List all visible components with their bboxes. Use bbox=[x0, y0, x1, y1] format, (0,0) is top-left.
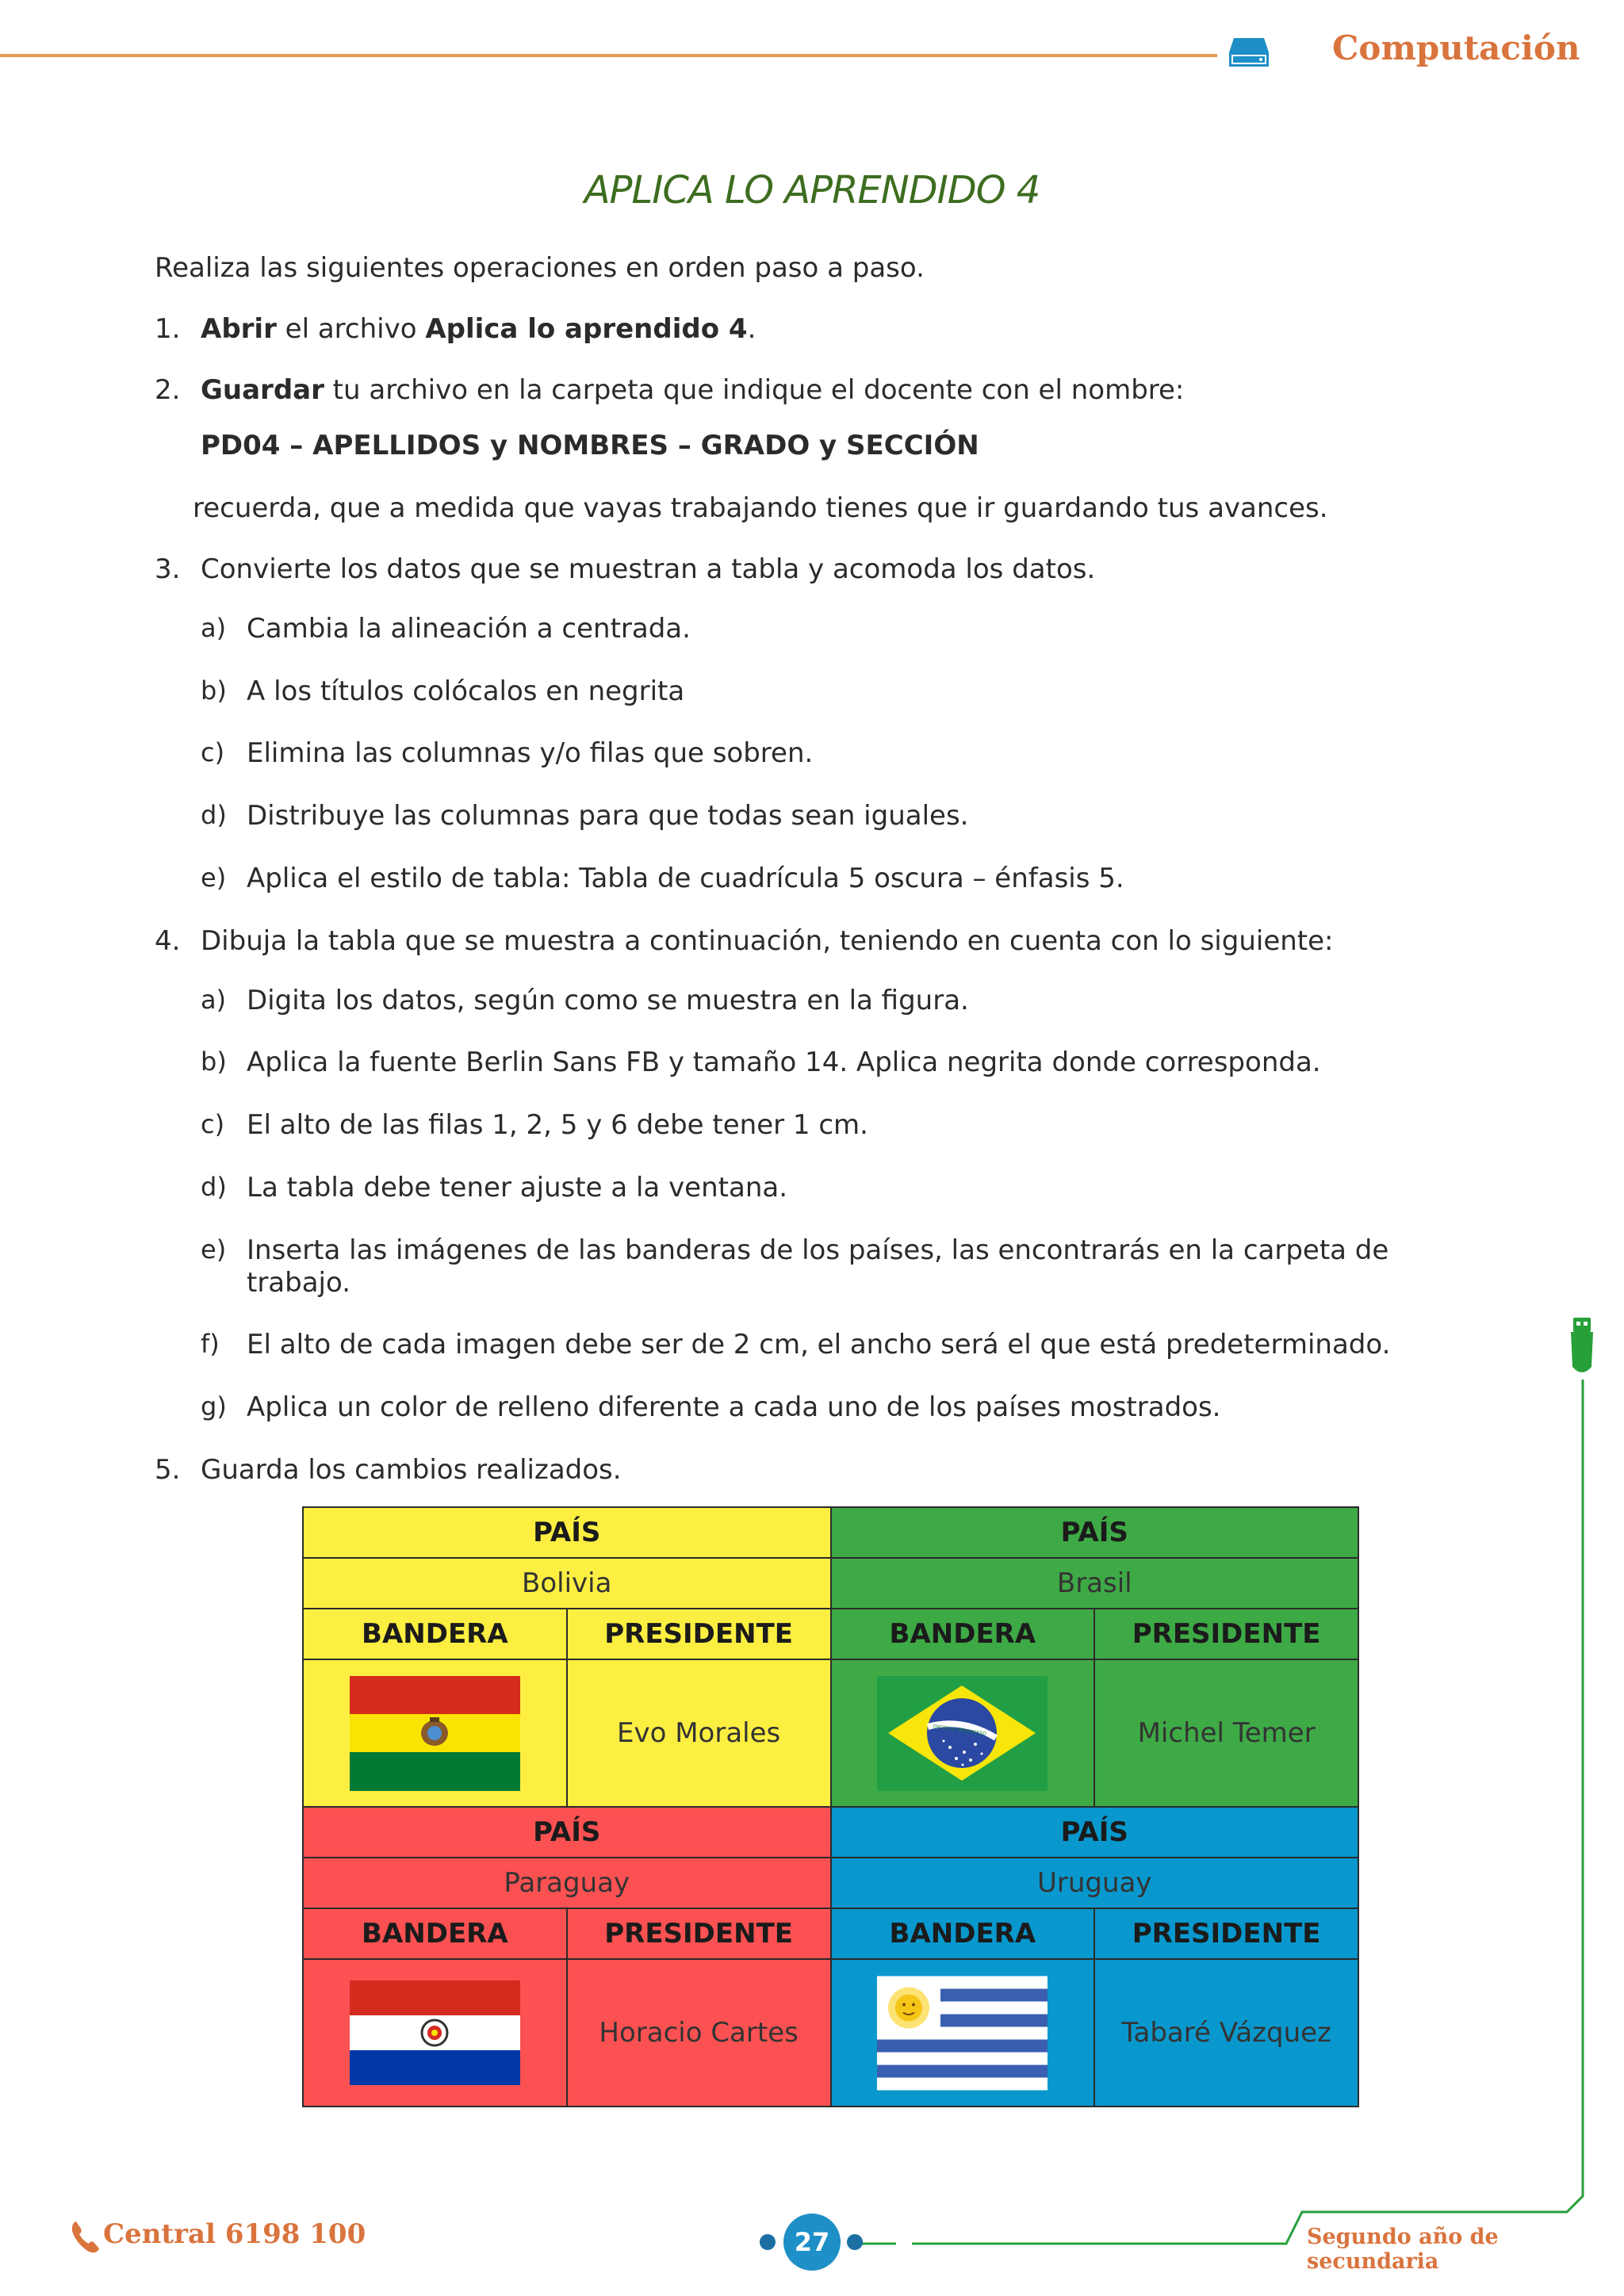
pais-header: PAÍS bbox=[831, 1507, 1359, 1558]
presidente-header: PRESIDENTE bbox=[1094, 1609, 1358, 1659]
grade-label: Segundo año de secundaria bbox=[1307, 2225, 1499, 2274]
step-2: 2. Guardar tu archivo en la carpeta que indique el docente con el nombre: bbox=[155, 373, 1185, 406]
step-3: 3. Convierte los datos que se muestran a tabla y acomoda los datos. bbox=[155, 553, 1096, 585]
step-3-subitems bbox=[155, 613, 1423, 895]
country-name-bolivia: Bolivia bbox=[303, 1558, 831, 1609]
uruguay-flag-icon bbox=[877, 1976, 1048, 2091]
bandera-header: BANDERA bbox=[831, 1609, 1095, 1659]
instructions bbox=[155, 252, 1423, 1515]
page-dot-left bbox=[760, 2234, 776, 2250]
step-4-b: b) Aplica la fuente Berlin Sans FB y tamaño 14. Aplica negrita donde corresponda. bbox=[201, 1047, 1321, 1079]
table-row bbox=[303, 1807, 1358, 1858]
step-3-e: e) Aplica el estilo de tabla: Tabla de cuadrícula 5 oscura – énfasis 5. bbox=[201, 862, 1124, 894]
page-dot-right bbox=[847, 2234, 863, 2250]
table-row bbox=[303, 1659, 1358, 1807]
central-phone: Central 6198 100 bbox=[103, 2218, 366, 2250]
step-3-b: b) A los títulos colócalos en negrita bbox=[201, 675, 685, 707]
step-5: 5. Guarda los cambios realizados. bbox=[155, 1453, 622, 1486]
table-row bbox=[303, 1507, 1358, 1558]
phone-icon bbox=[70, 2220, 102, 2255]
presidente-header: PRESIDENTE bbox=[567, 1908, 831, 1959]
subject-title: Computación bbox=[1332, 29, 1580, 67]
step-4-a: a) Digita los datos, según como se muestra en la figura. bbox=[201, 984, 969, 1016]
step-3-c: c) Elimina las columnas y/o filas que sobren. bbox=[201, 737, 814, 770]
pais-header: PAÍS bbox=[303, 1807, 831, 1858]
step-4-f: f) El alto de cada imagen debe ser de 2 cm, el ancho será el que está predeterminado. bbox=[201, 1329, 1391, 1361]
president-brasil: Michel Temer bbox=[1094, 1659, 1358, 1807]
usb-plug-icon bbox=[1567, 1316, 1599, 1380]
president-paraguay: Horacio Cartes bbox=[567, 1959, 831, 2107]
bandera-header: BANDERA bbox=[303, 1609, 567, 1659]
table-row bbox=[303, 1858, 1358, 1908]
president-uruguay: Tabaré Vázquez bbox=[1094, 1959, 1358, 2107]
step-4-d: d) La tabla debe tener ajuste a la ventana. bbox=[201, 1171, 788, 1203]
flag-cell bbox=[831, 1659, 1095, 1807]
intro-text: Realiza las siguientes operaciones en orden paso a paso. bbox=[155, 252, 925, 284]
bandera-header: BANDERA bbox=[303, 1908, 567, 1959]
page-number: 27 bbox=[783, 2214, 841, 2271]
step-4-c: c) El alto de las filas 1, 2, 5 y 6 debe tener 1 cm. bbox=[201, 1109, 868, 1142]
presidente-header: PRESIDENTE bbox=[567, 1609, 831, 1659]
pais-header: PAÍS bbox=[303, 1507, 831, 1558]
file-name-format: PD04 – APELLIDOS y NOMBRES – GRADO y SECCIÓN bbox=[201, 430, 979, 462]
countries-table bbox=[302, 1506, 1359, 2107]
svg-text:ORDEM E PROGRESSO: ORDEM E PROGRESSO bbox=[933, 1723, 987, 1737]
country-name-paraguay: Paraguay bbox=[303, 1858, 831, 1908]
step-1: 1. Abrir el archivo Aplica lo aprendido 4. bbox=[155, 312, 756, 345]
country-name-uruguay: Uruguay bbox=[831, 1858, 1359, 1908]
table-row bbox=[303, 1558, 1358, 1609]
step-3-a: a) Cambia la alineación a centrada. bbox=[201, 612, 691, 645]
flag-cell bbox=[831, 1959, 1095, 2107]
pais-header: PAÍS bbox=[831, 1807, 1359, 1858]
bandera-header: BANDERA bbox=[831, 1908, 1095, 1959]
table-row bbox=[303, 1959, 1358, 2107]
flag-cell bbox=[303, 1659, 567, 1807]
presidente-header: PRESIDENTE bbox=[1094, 1908, 1358, 1959]
president-bolivia: Evo Morales bbox=[567, 1659, 831, 1807]
brazil-flag-icon bbox=[877, 1676, 1048, 1791]
step-3-d: d) Distribuye las columnas para que todas sean iguales. bbox=[201, 800, 969, 832]
save-reminder: recuerda, que a medida que vayas trabajando tienes que ir guardando tus avances. bbox=[193, 492, 1328, 525]
step-4-g: g) Aplica un color de relleno diferente a cada uno de los países mostrados. bbox=[201, 1391, 1221, 1424]
bolivia-flag-icon bbox=[350, 1676, 520, 1791]
flag-cell bbox=[303, 1959, 567, 2107]
table-row bbox=[303, 1609, 1358, 1659]
table-row bbox=[303, 1908, 1358, 1959]
step-4-subitems bbox=[155, 985, 1423, 1424]
step-4-e: e) Inserta las imágenes de las banderas de los países, las encontrarás en la carpeta de trabajo. bbox=[201, 1234, 1389, 1299]
page-title: APLICA LO APRENDIDO 4 bbox=[584, 168, 1040, 212]
country-name-brasil: Brasil bbox=[831, 1558, 1359, 1609]
paraguay-flag-icon bbox=[350, 1980, 520, 2085]
step-4: 4. Dibuja la tabla que se muestra a continuación, teniendo en cuenta con lo siguiente: bbox=[155, 924, 1334, 957]
